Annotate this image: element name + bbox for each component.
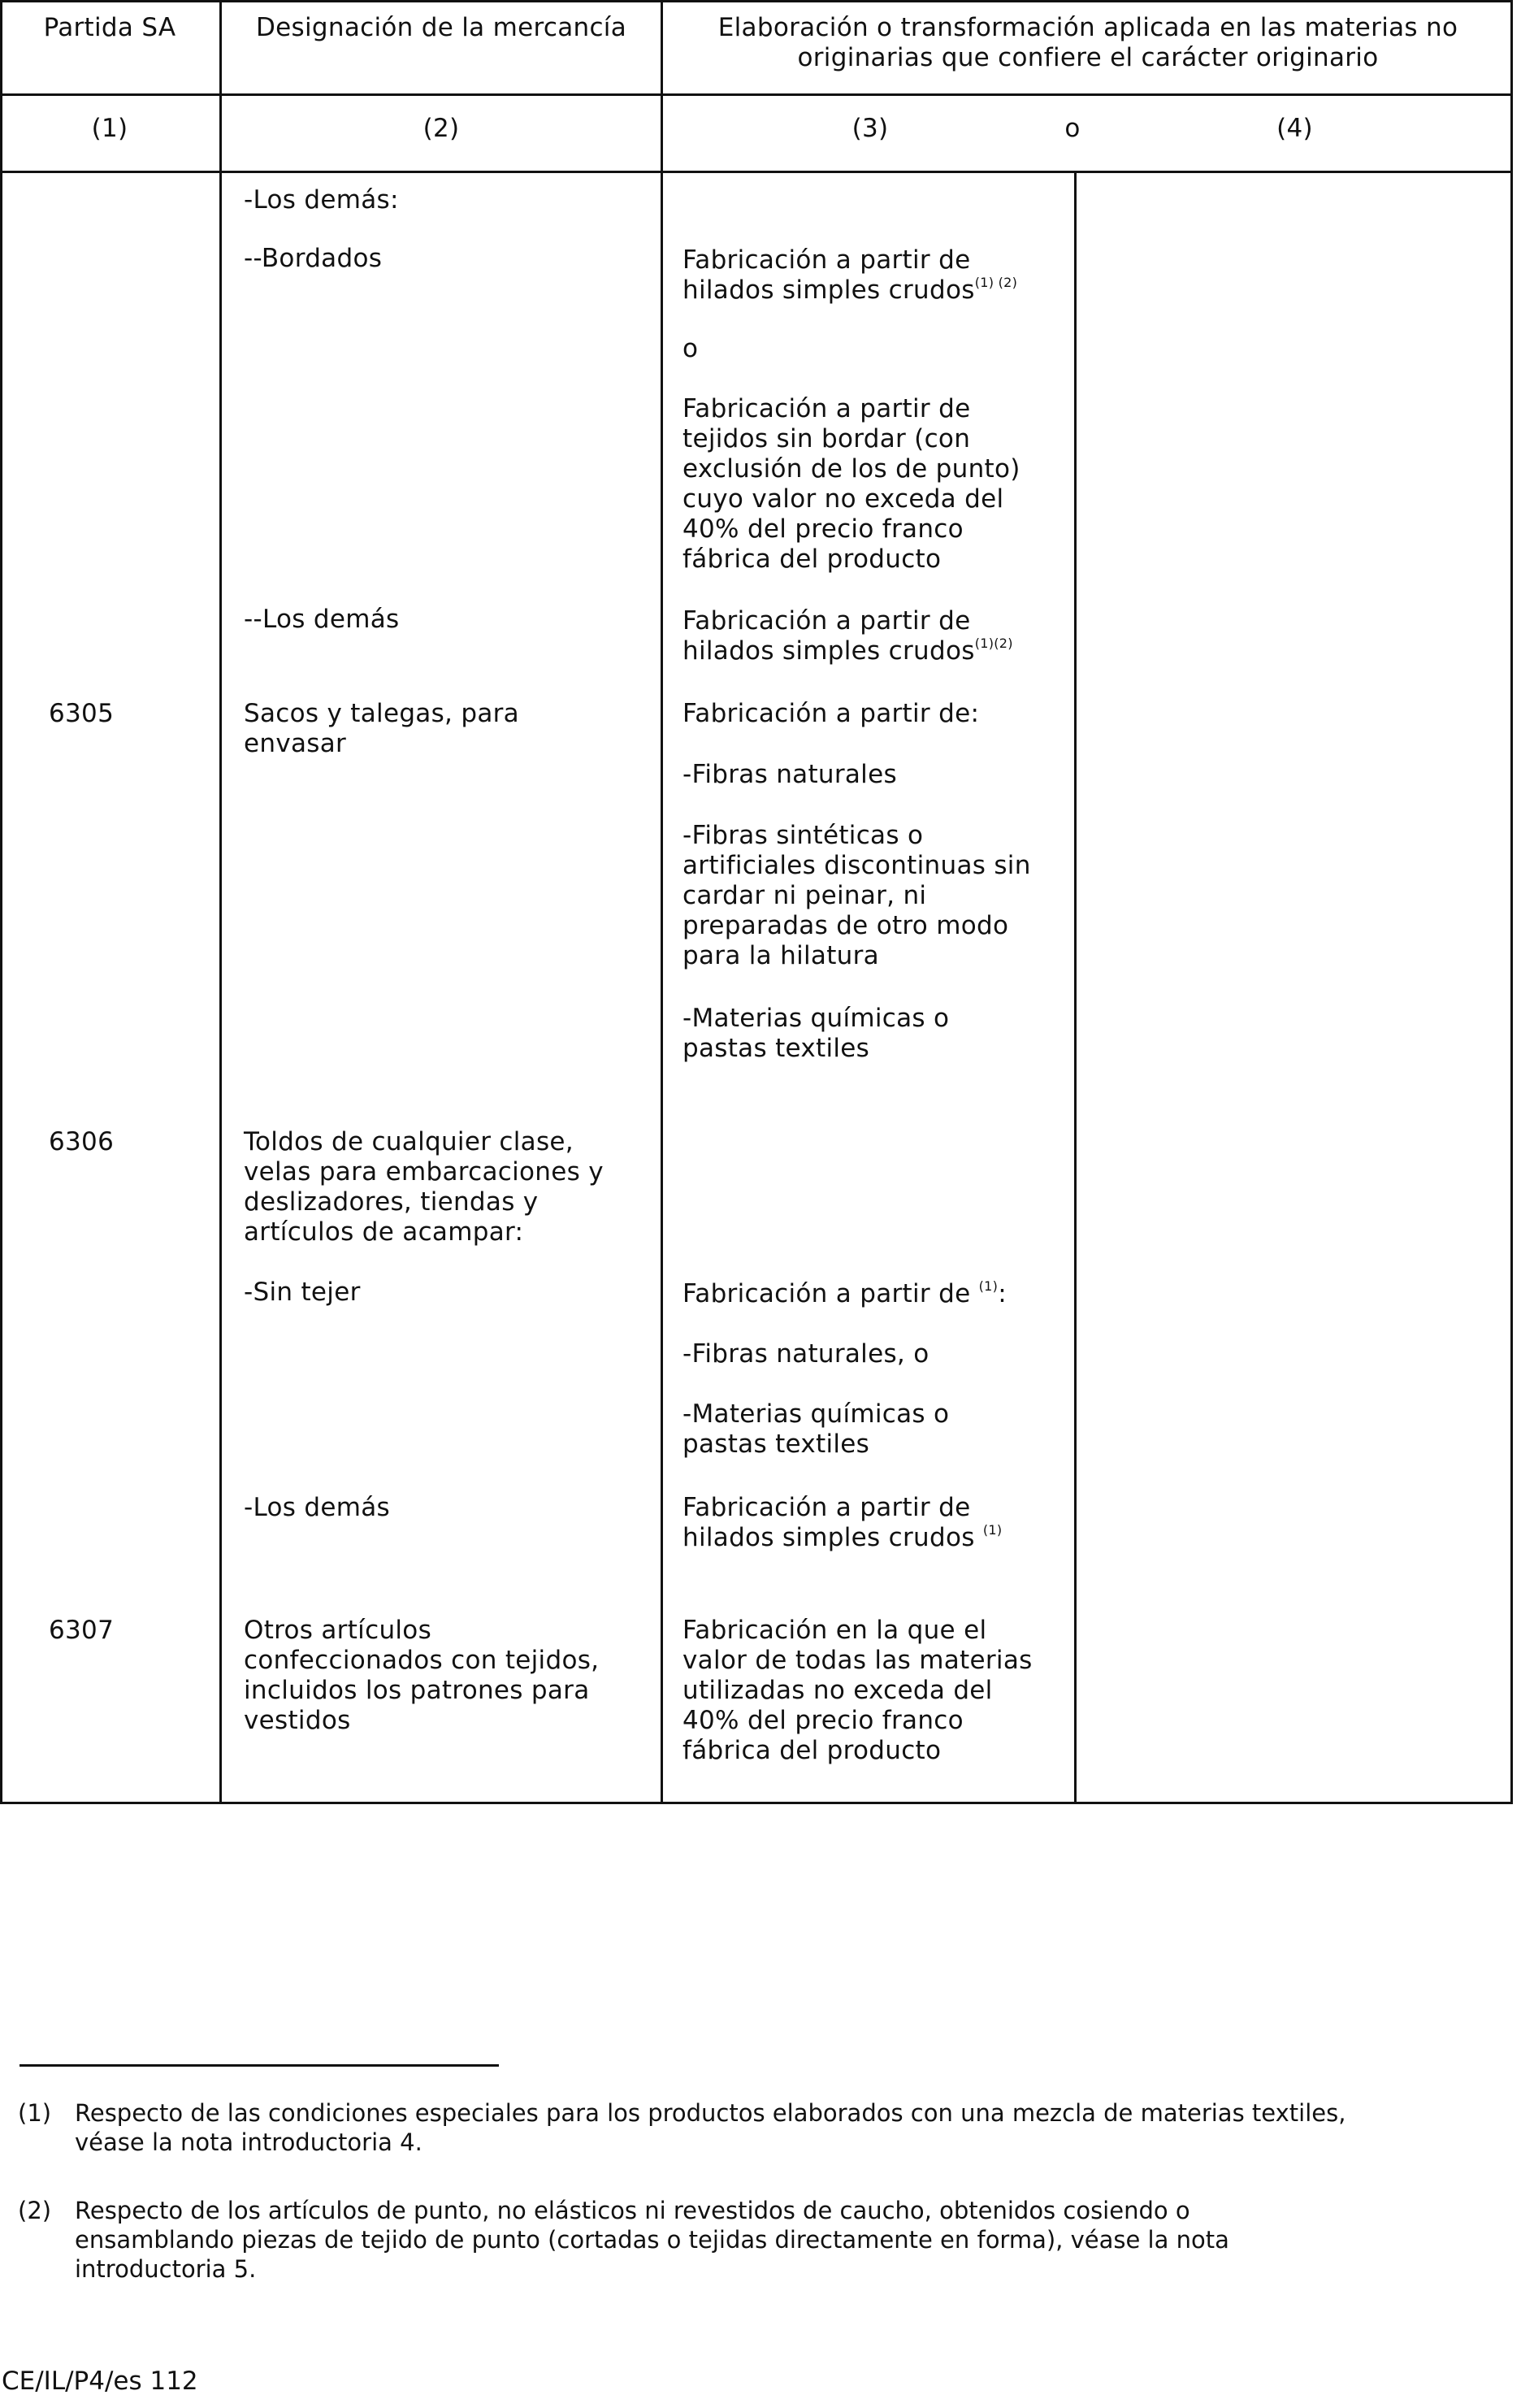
elaboration-sin-tejer-intro: Fabricación a partir de $^{(1)}$:: [682, 1278, 1007, 1308]
designation-6306: Toldos de cualquier clase, velas para embarcaciones y deslizadores, tiendas y artículos de acampar:: [244, 1127, 604, 1247]
elaboration-6305-intro: Fabricación a partir de:: [682, 699, 980, 728]
col-divider-3: [1074, 172, 1077, 1804]
code-6306: 6306: [49, 1127, 115, 1156]
elaboration-or: o: [682, 334, 699, 363]
designation-6305: Sacos y talegas, para envasar: [244, 699, 519, 758]
header-elaboracion: Elaboración o transformación aplicada en las materias no originarias que confiere el carácter originario: [717, 13, 1458, 72]
header-designacion: Designación de la mercancía: [256, 13, 626, 42]
elaboration-sin-tejer-fibras: -Fibras naturales, o: [682, 1339, 930, 1369]
designation-los-demas-2: --Los demás: [244, 605, 400, 634]
footnote-text-1: Respecto de las condiciones especiales para los productos elaborados con una mezcla de materias textiles, véase la nota introductoria 4.: [75, 2099, 1346, 2156]
elaboration-6307: Fabricación en la que el valor de todas las materias utilizadas no exceda del 40% del precio franco fábrica del producto: [682, 1616, 1033, 1765]
elaboration-6305-materias-quimicas: -Materias químicas o pastas textiles: [682, 1004, 950, 1063]
designation-6307: Otros artículos confeccionados con tejidos, incluidos los patrones para vestidos: [244, 1616, 600, 1735]
col-divider-1: [219, 0, 222, 1804]
header-num-4: (4): [1276, 114, 1313, 143]
elaboration-los-demas-3: Fabricación a partir de hilados simples crudos $^{(1)}$: [682, 1493, 1003, 1552]
designation-bordados: --Bordados: [244, 244, 383, 273]
subheader-rule: [0, 171, 1513, 173]
designation-los-demas: -Los demás:: [244, 185, 399, 215]
header-num-2: (2): [422, 114, 460, 143]
elaboration-bordados-1: Fabricación a partir de hilados simples crudos$^{(1) (2)}$: [682, 245, 1018, 305]
footnote-separator: [20, 2064, 499, 2067]
designation-los-demas-3: -Los demás: [244, 1493, 390, 1522]
footnote-text-2: Respecto de los artículos de punto, no elásticos ni revestidos de caucho, obtenidos cosiendo o ensamblando piezas de tejido de punto (cortadas o tejidas directamente en forma), véase la nota introductoria 5.: [75, 2197, 1229, 2283]
header-rule: [0, 93, 1513, 96]
header-num-1: (1): [91, 114, 128, 143]
code-6307: 6307: [49, 1616, 115, 1645]
footnote-ref: (1): [982, 1522, 1003, 1538]
footnote-mark-2: (2): [18, 2197, 52, 2224]
code-6305: 6305: [49, 699, 115, 728]
header-num-3: (3): [852, 114, 889, 143]
header-partida: Partida SA: [43, 13, 176, 42]
elaboration-6305-fibras-sinteticas: -Fibras sintéticas o artificiales discontinuas sin cardar ni peinar, ni preparadas de otro modo para la hilatura: [682, 821, 1031, 970]
footnote-mark-1: (1): [18, 2099, 52, 2127]
elaboration-sin-tejer-materias: -Materias químicas o pastas textiles: [682, 1399, 950, 1459]
footnote-ref: (1): [978, 1278, 999, 1294]
elaboration-6305-fibras-naturales: -Fibras naturales: [682, 760, 897, 789]
footnote-ref: (1) (2): [974, 275, 1018, 290]
footnote-ref: (1)(2): [974, 636, 1013, 651]
col-divider-2: [661, 0, 663, 1804]
designation-sin-tejer: -Sin tejer: [244, 1278, 361, 1307]
elaboration-bordados-2: Fabricación a partir de tejidos sin bordar (con exclusión de los de punto) cuyo valor no exceda del 40% del precio franco fábrica del producto: [682, 394, 1020, 574]
header-or: o: [1064, 114, 1081, 143]
page-reference: CE/IL/P4/es 112: [2, 2367, 198, 2396]
elaboration-los-demas-2: Fabricación a partir de hilados simples crudos$^{(1)(2)}$: [682, 606, 1013, 666]
